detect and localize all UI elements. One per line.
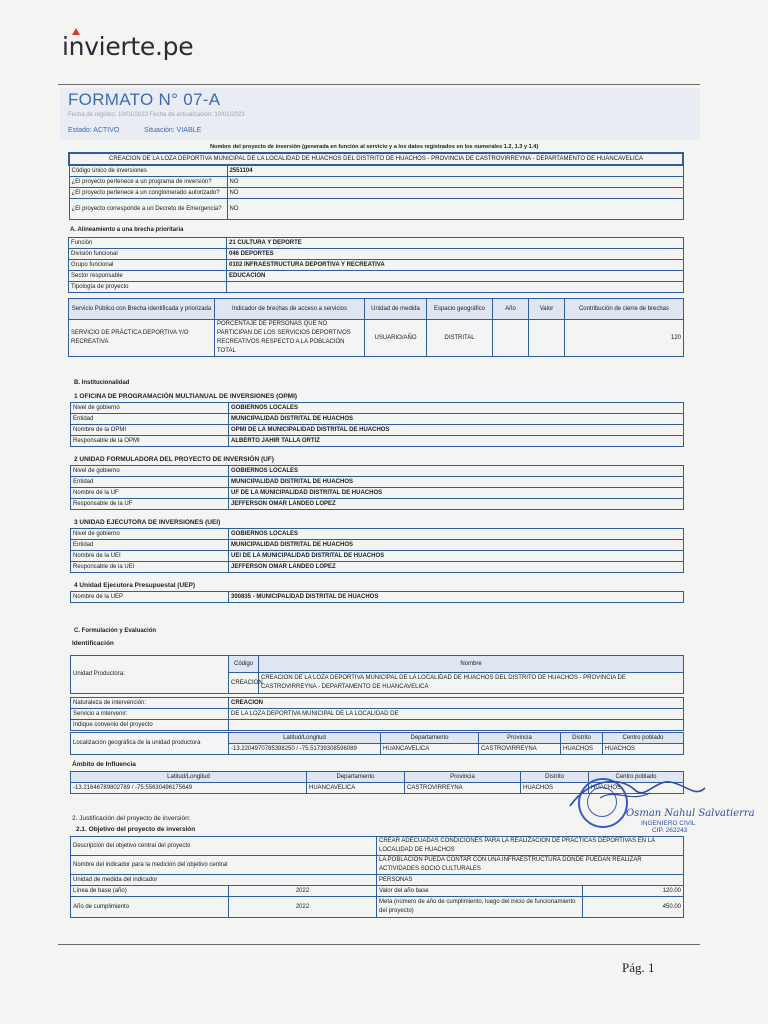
- brecha-header-valor: Valor: [529, 299, 565, 320]
- uf-title: 2 UNIDAD FORMULADORA DEL PROYECTO DE INVERSIÓN (UF): [74, 456, 274, 463]
- opmi-entidad-value: MUNICIPALIDAD DISTRITAL DE HUACHOS: [229, 414, 684, 425]
- uei-nombre-label: Nombre de la UEI: [71, 551, 229, 562]
- opmi-responsable-value: ALBERTO JAHIR TALLA ORTIZ: [229, 436, 684, 447]
- funcion-value: 21 CULTURA Y DEPORTE: [227, 238, 684, 249]
- logo-text: invierte.pe: [62, 32, 194, 61]
- indicador-label: Nombre del indicador para la medición del objetivo central: [71, 856, 377, 875]
- cui-value: 2551104: [227, 165, 683, 177]
- ambito-header-distrito: Distrito: [521, 772, 589, 783]
- servicio-label: Servicio a intervenir:: [71, 709, 229, 720]
- project-info-table: [68, 152, 684, 220]
- loc-header-centro: Centro poblado: [603, 733, 684, 744]
- nombre-header: Nombre: [259, 656, 684, 673]
- brecha-header-contribucion: Contribución de cierre de brechas: [565, 299, 684, 320]
- brecha-header-anio: Año: [493, 299, 529, 320]
- uei-responsable-value: JEFFERSON OMAR LANDEO LOPEZ: [229, 562, 684, 573]
- grupo-value: 0102 INFRAESTRUCTURA DEPORTIVA Y RECREATIVA: [227, 260, 684, 271]
- signer-title: INGENIERO CIVIL: [641, 820, 696, 827]
- loc-header-provincia: Provincia: [479, 733, 561, 744]
- naturaleza-value: CREACION: [229, 698, 684, 709]
- uei-responsable-label: Responsable de la UEI: [71, 562, 229, 573]
- ambito-centro: HUACHOS: [589, 783, 684, 794]
- uf-table: [70, 465, 684, 510]
- ambito-latlon: -13.21646789802789 / -75.55630496175649: [71, 783, 307, 794]
- estado-label: Estado: ACTIVO: [68, 127, 120, 134]
- uf-nombre-value: UF DE LA MUNICIPALIDAD DISTRITAL DE HUACHOS: [229, 488, 684, 499]
- uf-nombre-label: Nombre de la UF: [71, 488, 229, 499]
- loc-header-departamento: Departamento: [381, 733, 479, 744]
- sector-value: EDUCACION: [227, 271, 684, 282]
- brecha-indicador: PORCENTAJE DE PERSONAS QUE NO PARTICIPAN DE LOS SERVICIOS DEPORTIVOS RECREATIVOS RESPECTO A LA POBLACIÓN TOTAL: [215, 320, 365, 357]
- cui-label: Código único de inversiones: [69, 165, 227, 177]
- nombre-value: CREACION DE LA LOZA DEPORTIVA MUNICIPAL DE LA LOCALIDAD DE HUACHOS DEL DISTRITO DE HUACHOS - PROVINCIA DE CASTROVIRREYNA - DEPARTAMENTO DE HUANCAVELICA: [259, 673, 684, 694]
- division-value: 046 DEPORTES: [227, 249, 684, 260]
- cumplimiento-year: 2022: [229, 897, 377, 918]
- uf-responsable-value: JEFFERSON OMAR LANDEO LOPEZ: [229, 499, 684, 510]
- brecha-header-espacio: Espacio geográfico: [427, 299, 493, 320]
- ambito-title: Ámbito de Influencia: [72, 761, 136, 768]
- uei-nombre-value: UEI DE LA MUNICIPALIDAD DISTRITAL DE HUACHOS: [229, 551, 684, 562]
- brecha-valor: [529, 320, 565, 357]
- servicio-value: DE LA LOZA DEPORTIVA MUNICIPAL DE LA LOCALIDAD DE: [229, 709, 684, 720]
- identificacion-heading: Identificación: [72, 640, 114, 647]
- registration-date-text: Fecha de registro: 10/01/2023 Fecha de actualización: 10/01/2023: [68, 112, 245, 118]
- ambito-header-centro: Centro poblado: [589, 772, 684, 783]
- loc-header-distrito: Distrito: [561, 733, 603, 744]
- convenio-value: [229, 720, 684, 731]
- tipologia-value: [227, 282, 684, 293]
- section-a-heading: A. Alineamiento a una brecha prioritaria: [70, 227, 184, 233]
- uei-entidad-label: Entidad: [71, 540, 229, 551]
- ambito-header-provincia: Provincia: [405, 772, 521, 783]
- objetivo-table: [70, 836, 684, 918]
- localizacion-table: [70, 732, 684, 755]
- programa-value: NO: [227, 177, 683, 188]
- opmi-nivel-label: Nivel de gobierno: [71, 403, 229, 414]
- brecha-servicio: SERVICIO DE PRÁCTICA DEPORTIVA Y/O RECREATIVA: [69, 320, 215, 357]
- bottom-divider: [58, 944, 700, 945]
- ambito-provincia: CASTROVIRREYNA: [405, 783, 521, 794]
- programa-label: ¿El proyecto pertenece a un programa de inversión?: [69, 177, 227, 188]
- project-name-value: CREACION DE LA LOZA DEPORTIVA MUNICIPAL DE LA LOCALIDAD DE HUACHOS DEL DISTRITO DE HUACHOS - PROVINCIA DE CASTROVIRREYNA - DEPARTAMENTO DE HUANCAVELICA: [69, 153, 683, 165]
- situacion-label: Situación: VIABLE: [144, 127, 202, 134]
- ambito-distrito: HUACHOS: [521, 783, 589, 794]
- brecha-anio: [493, 320, 529, 357]
- top-divider: [58, 84, 700, 85]
- division-label: División funcional: [69, 249, 227, 260]
- convenio-label: Indique convenio del proyecto: [71, 720, 229, 731]
- logo-accent-icon: [72, 28, 80, 35]
- page-number: Pág. 1: [622, 960, 655, 975]
- uei-nivel-value: GOBIERNOS LOCALES: [229, 529, 684, 540]
- brecha-contribucion: 120: [565, 320, 684, 357]
- linea-base-year: 2022: [229, 886, 377, 897]
- funcion-label: Función: [69, 238, 227, 249]
- loc-header-latlon: Latitud/Longitud: [229, 733, 381, 744]
- conglomerado-value: NO: [227, 188, 683, 199]
- uep-title: 4 Unidad Ejecutora Presupuestal (UEP): [74, 582, 196, 589]
- brecha-header-servicio: Servicio Público con Brecha identificada y priorizada: [69, 299, 215, 320]
- opmi-nivel-value: GOBIERNOS LOCALES: [229, 403, 684, 414]
- valor-base-label: Valor del año base: [377, 886, 583, 897]
- unidad-productora-table: [70, 655, 684, 694]
- opmi-title: 1 OFICINA DE PROGRAMACIÓN MULTIANUAL DE INVERSIONES (OPMI): [74, 393, 298, 400]
- loc-distrito: HUACHOS: [561, 744, 603, 755]
- brecha-table: [68, 298, 684, 357]
- uei-nivel-label: Nivel de gobierno: [71, 529, 229, 540]
- indicador-value: LA POBLACION PUEDA CONTAR CON UNA INFRAESTRUCTURA DONDE PUEDAN REALIZAR ACTIVIDADES SOCIO CULTURALES: [377, 856, 684, 875]
- opmi-responsable-label: Responsable de la OPMI: [71, 436, 229, 447]
- brecha-unidad: USUARIO/AÑO: [365, 320, 427, 357]
- meta-label: Meta (número de año de cumplimiento, luego del inicio de funcionamiento del proyecto): [377, 897, 583, 918]
- loc-provincia: CASTROVIRREYNA: [479, 744, 561, 755]
- ambito-header-departamento: Departamento: [307, 772, 405, 783]
- naturaleza-label: Naturaleza de intervención:: [71, 698, 229, 709]
- tipologia-label: Tipología de proyecto: [69, 282, 227, 293]
- uep-nombre-value: 300835 - MUNICIPALIDAD DISTRITAL DE HUACHOS: [229, 592, 684, 603]
- ambito-departamento: HUANCAVELICA: [307, 783, 405, 794]
- loc-latlon: -13.2204970785398250 / -75.51739308596089: [229, 744, 381, 755]
- brecha-header-unidad: Unidad de medida: [365, 299, 427, 320]
- unidad-indicador-value: PERSONAS: [377, 875, 684, 886]
- uei-entidad-value: MUNICIPALIDAD DISTRITAL DE HUACHOS: [229, 540, 684, 551]
- objetivo-desc-label: Descripción del objetivo central del proyecto: [71, 837, 377, 856]
- opmi-table: [70, 402, 684, 447]
- signer-cip: CIP. 262243: [652, 827, 688, 834]
- uf-entidad-value: MUNICIPALIDAD DISTRITAL DE HUACHOS: [229, 477, 684, 488]
- cumplimiento-label: Año de cumplimiento: [71, 897, 229, 918]
- invierte-logo: [62, 32, 193, 61]
- uf-nivel-value: GOBIERNOS LOCALES: [229, 466, 684, 477]
- brecha-espacio: DISTRITAL: [427, 320, 493, 357]
- linea-base-label: Línea de base (año): [71, 886, 229, 897]
- uei-table: [70, 528, 684, 573]
- uep-nombre-label: Nombre de la UEP: [71, 592, 229, 603]
- project-name-heading: Nombre del proyecto de inversión (generada en función al servicio y a los datos registrados en los numerales 1.2, 1.3 y 1.4): [210, 144, 539, 150]
- loc-departamento: HUANCAVELICA: [381, 744, 479, 755]
- uf-nivel-label: Nivel de gobierno: [71, 466, 229, 477]
- uf-responsable-label: Responsable de la UF: [71, 499, 229, 510]
- codigo-value: CREACION: [229, 673, 259, 694]
- grupo-label: Grupo funcional: [69, 260, 227, 271]
- unidad-productora-label: Unidad Productora:: [71, 656, 229, 694]
- emergencia-label: ¿El proyecto corresponde a un Decreto de Emergencia?: [69, 199, 227, 220]
- opmi-entidad-label: Entidad: [71, 414, 229, 425]
- emergencia-value: NO: [227, 199, 683, 220]
- brecha-header-indicador: Indicador de brechas de acceso a servicios: [215, 299, 365, 320]
- unidad-indicador-label: Unidad de medida del indicador: [71, 875, 377, 886]
- localizacion-label: Localización geográfica de la unidad productora: [71, 733, 229, 755]
- sector-label: Sector responsable: [69, 271, 227, 282]
- section-b-heading: B. Institucionalidad: [74, 380, 130, 386]
- valor-base-value: 120.00: [583, 886, 684, 897]
- section-c-heading: C. Formulación y Evaluación: [74, 628, 157, 634]
- uf-entidad-label: Entidad: [71, 477, 229, 488]
- justificacion-heading: 2. Justificación del proyecto de inversión:: [72, 815, 191, 822]
- opmi-nombre-label: Nombre de la OPMI: [71, 425, 229, 436]
- signer-name: Osman Nahul Salvatierra: [626, 808, 755, 819]
- objetivo-heading: 2.1. Objetivo del proyecto de inversión: [76, 826, 196, 833]
- uep-table: [70, 591, 684, 603]
- opmi-nombre-value: OPMI DE LA MUNICIPALIDAD DISTRITAL DE HUACHOS: [229, 425, 684, 436]
- objetivo-desc-value: CREAR ADECUADAS CONDICIONES PARA LA REALIZACION DE PRACTICAS DEPORTIVAS EN LA LOCALIDAD DE HUACHOS: [377, 837, 684, 856]
- page-title: FORMATO N° 07-A: [68, 90, 221, 109]
- loc-centro: HUACHOS: [603, 744, 684, 755]
- conglomerado-label: ¿El proyecto pertenece a un conglomerado autorizado?: [69, 188, 227, 199]
- meta-value: 450.00: [583, 897, 684, 918]
- uei-title: 3 UNIDAD EJECUTORA DE INVERSIONES (UEI): [74, 519, 221, 526]
- alineamiento-table: [68, 237, 684, 293]
- intervencion-table: [70, 697, 684, 731]
- ambito-header-latlon: Latitud/Longitud: [71, 772, 307, 783]
- codigo-header: Código: [229, 656, 259, 673]
